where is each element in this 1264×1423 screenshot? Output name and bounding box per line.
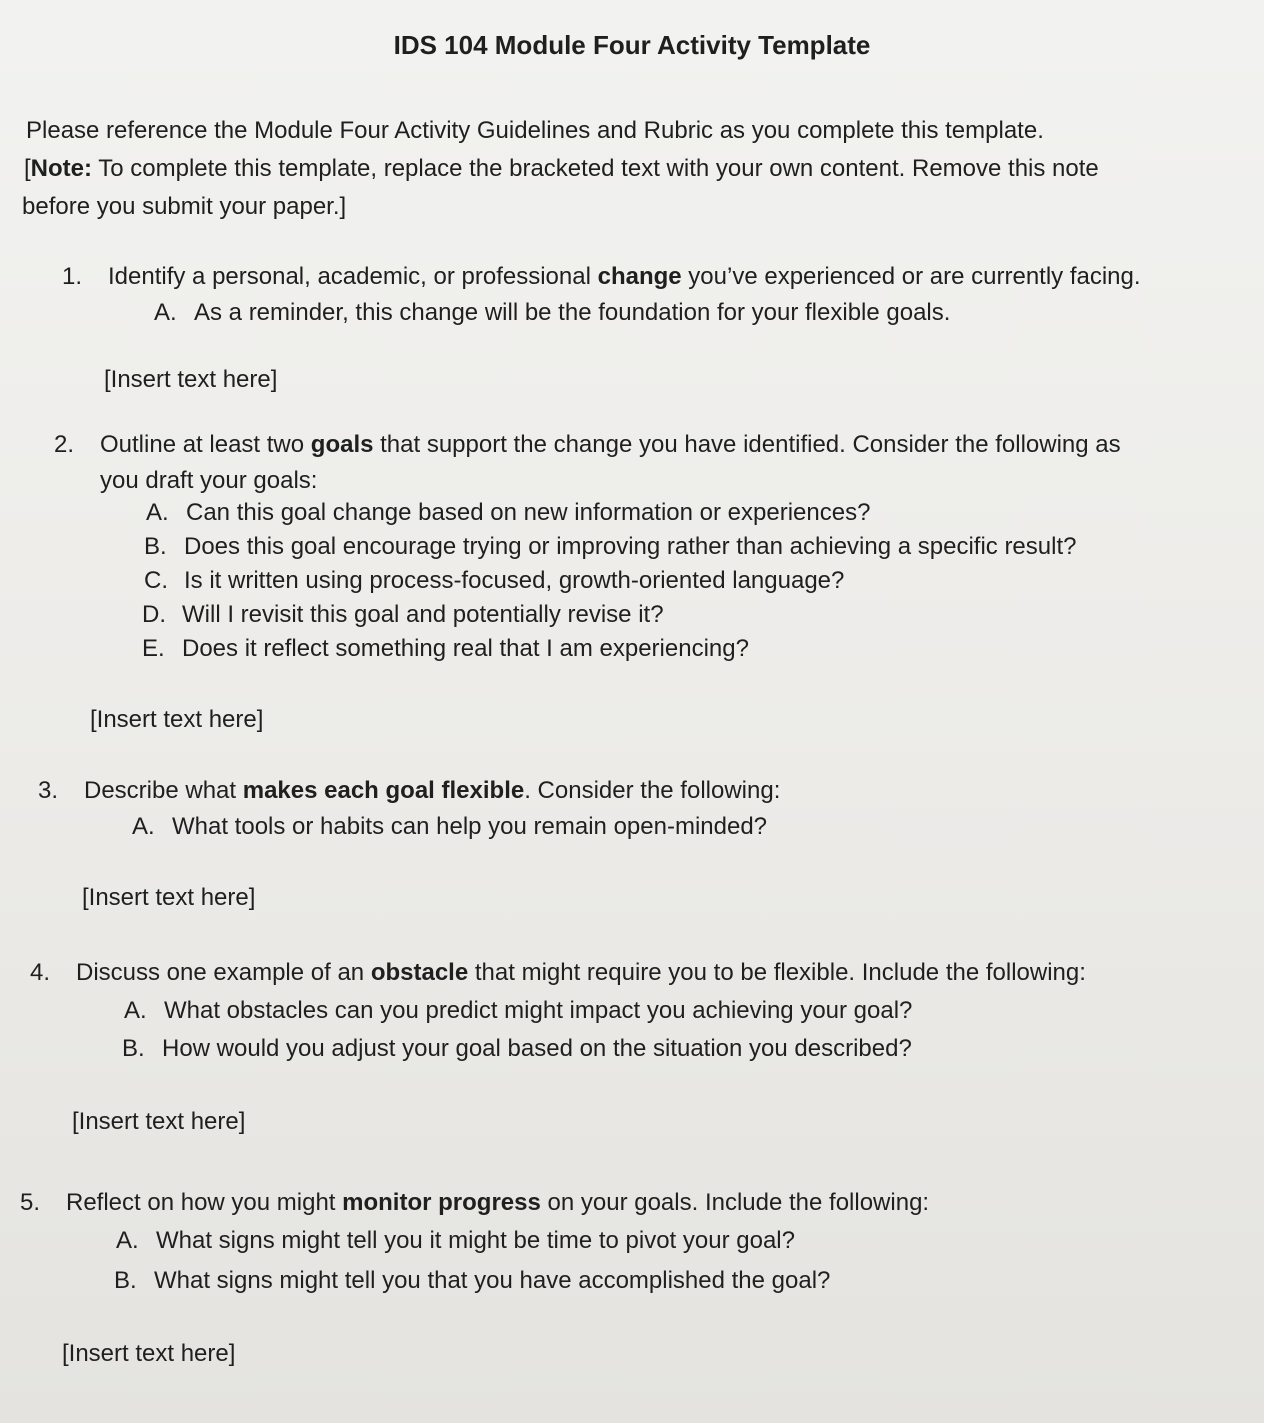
- question-number: 2.: [54, 431, 75, 458]
- question-1-item-a: [154, 298, 950, 328]
- question-4: [30, 958, 1086, 988]
- question-2-item-c: [144, 566, 844, 596]
- answer-placeholder-4: [Insert text here]: [72, 1108, 246, 1135]
- note-bracket: [: [24, 155, 31, 182]
- question-number: 1.: [62, 263, 83, 290]
- question-2-continuation: you draft your goals:: [100, 467, 318, 494]
- answer-placeholder-2: [Insert text here]: [90, 706, 264, 733]
- question-1: [62, 262, 1141, 292]
- question-2-item-d: [142, 600, 664, 630]
- answer-placeholder-3: [Insert text here]: [82, 884, 256, 911]
- question-text: Describe what: [84, 777, 243, 804]
- document-title: IDS 104 Module Four Activity Template: [393, 30, 871, 60]
- question-keyword: obstacle: [370, 959, 469, 986]
- item-letter: C.: [144, 567, 168, 594]
- item-letter: A.: [154, 299, 177, 326]
- intro-reference: Please reference the Module Four Activity Guidelines and Rubric as you complete this template.: [26, 117, 1044, 144]
- question-5-item-b: [114, 1266, 830, 1296]
- item-text: Will I revisit this goal and potentially revise it?: [182, 601, 664, 628]
- question-2: [54, 430, 1121, 460]
- item-text: Is it written using process-focused, growth-oriented language?: [184, 567, 845, 594]
- item-letter: B.: [144, 533, 167, 560]
- item-text: As a reminder, this change will be the foundation for your flexible goals.: [194, 299, 951, 326]
- item-letter: B.: [122, 1035, 145, 1062]
- question-3-item-a: [132, 812, 767, 842]
- question-text: Outline at least two: [100, 431, 311, 458]
- item-letter: A.: [124, 997, 147, 1024]
- answer-placeholder-5: [Insert text here]: [62, 1340, 236, 1367]
- item-text: What tools or habits can help you remain open-minded?: [172, 813, 768, 840]
- question-text-end: that might require you to be flexible. Include the following:: [468, 959, 1086, 986]
- question-4-item-a: [124, 996, 912, 1026]
- question-2-item-b: [144, 532, 1076, 562]
- note-text-line1: To complete this template, replace the bracketed text with your own content. Remove this note: [92, 155, 1099, 182]
- question-number: 3.: [38, 777, 59, 804]
- item-letter: A.: [146, 499, 169, 526]
- note-label: Note:: [30, 155, 92, 182]
- item-text: What signs might tell you it might be time to pivot your goal?: [156, 1227, 795, 1254]
- question-text-end: that support the change you have identified. Consider the following as: [373, 431, 1121, 458]
- question-text-end: on your goals. Include the following:: [540, 1189, 930, 1216]
- question-text: Reflect on how you might: [66, 1189, 343, 1216]
- intro-note: [24, 154, 1099, 184]
- answer-placeholder-1: [Insert text here]: [104, 366, 278, 393]
- question-keyword: monitor progress: [342, 1189, 541, 1216]
- item-text: What signs might tell you that you have accomplished the goal?: [154, 1267, 831, 1294]
- question-number: 4.: [30, 959, 51, 986]
- question-5-item-a: [116, 1226, 795, 1256]
- question-2-item-a: [146, 498, 870, 528]
- question-text: Identify a personal, academic, or professional: [108, 263, 598, 290]
- item-text: Does this goal encourage trying or improving rather than achieving a specific result?: [184, 533, 1077, 560]
- item-letter: A.: [132, 813, 155, 840]
- item-letter: B.: [114, 1267, 137, 1294]
- question-keyword: makes each goal flexible: [242, 777, 525, 804]
- note-text-line2: before you submit your paper.]: [22, 193, 347, 220]
- question-text-end: . Consider the following:: [524, 777, 781, 804]
- item-text: How would you adjust your goal based on the situation you described?: [162, 1035, 912, 1062]
- question-4-item-b: [122, 1034, 912, 1064]
- item-text: What obstacles can you predict might impact you achieving your goal?: [164, 997, 913, 1024]
- item-letter: E.: [142, 635, 165, 662]
- item-text: Does it reflect something real that I am experiencing?: [182, 635, 749, 662]
- question-number: 5.: [20, 1189, 41, 1216]
- question-5: [20, 1188, 929, 1218]
- question-keyword: goals: [310, 431, 374, 458]
- question-3: [38, 776, 780, 806]
- question-text: Discuss one example of an: [76, 959, 371, 986]
- question-keyword: change: [597, 263, 682, 290]
- question-2-item-e: [142, 634, 749, 664]
- question-text-end: you’ve experienced or are currently facing.: [681, 263, 1141, 290]
- item-letter: D.: [142, 601, 166, 628]
- item-text: Can this goal change based on new information or experiences?: [186, 499, 871, 526]
- item-letter: A.: [116, 1227, 139, 1254]
